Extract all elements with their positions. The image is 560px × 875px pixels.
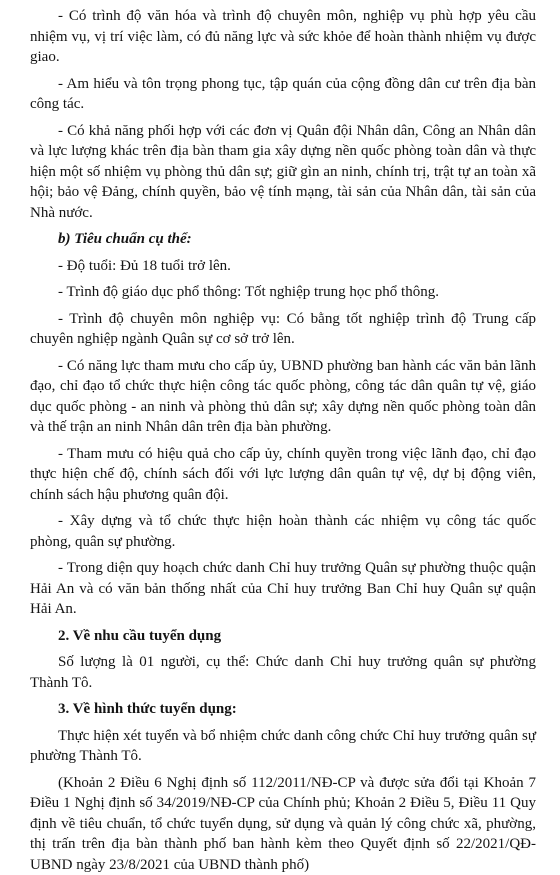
recruitment-form-text: Thực hiện xét tuyển và bổ nhiệm chức danh công chức Chỉ huy trưởng quân sự phường Thành Tô.	[30, 726, 536, 767]
specific-item: - Trong diện quy hoạch chức danh Chỉ huy trưởng Quân sự phường thuộc quận Hải An và có văn bản thống nhất của Chỉ huy trưởng Ban Chỉ huy Quân sự quận Hải An.	[30, 558, 536, 620]
specific-item: - Tham mưu có hiệu quả cho cấp ủy, chính quyền trong việc lãnh đạo, chỉ đạo thực hiện chế độ, chính sách đối với lực lượng dân quân tự vệ, dự bị động viên, chính sách hậu phương quân đội.	[30, 444, 536, 506]
specific-item: - Trình độ chuyên môn nghiệp vụ: Có bằng tốt nghiệp trình độ Trung cấp chuyên nghiệp ngành Quân sự cơ sở trở lên.	[30, 309, 536, 350]
section-heading-recruitment-form: 3. Về hình thức tuyển dụng:	[30, 699, 536, 720]
requirement-paragraph: - Am hiểu và tôn trọng phong tục, tập quán của cộng đồng dân cư trên địa bàn công tác.	[30, 74, 536, 115]
legal-reference-note: (Khoản 2 Điều 6 Nghị định số 112/2011/NĐ-CP và được sửa đổi tại Khoản 7 Điều 1 Nghị định số 34/2019/NĐ-CP của Chính phủ; Khoản 2 Điều 5, Điều 11 Quy định về tiêu chuẩn, tổ chức tuyển dụng, sử dụng và quản lý công chức xã, phường, thị trấn trên địa bàn thành phố ban hành kèm theo Quyết định số 22/2021/QĐ-UBND ngày 23/8/2021 của UBND thành phố)	[30, 773, 536, 875]
specific-standards-title: b) Tiêu chuẩn cụ thể:	[30, 229, 536, 250]
section-heading-recruitment-needs: 2. Về nhu cầu tuyển dụng	[30, 626, 536, 647]
specific-item: - Có năng lực tham mưu cho cấp ủy, UBND phường ban hành các văn bản lãnh đạo, chỉ đạo tổ chức thực hiện công tác quốc phòng, công tác dân quân tự vệ, giáo dục quốc phòng - an ninh và phòng thủ dân sự; xây dựng nền quốc phòng toàn dân và thế trận an ninh Nhân dân trên địa bàn phường.	[30, 356, 536, 438]
requirement-paragraph: - Có khả năng phối hợp với các đơn vị Quân đội Nhân dân, Công an Nhân dân và lực lượng khác trên địa bàn tham gia xây dựng nền quốc phòng toàn dân và thực hiện một số nhiệm vụ phòng thủ dân sự; giữ gìn an ninh, chính trị, trật tự an toàn xã hội; bảo vệ Đảng, chính quyền, bảo vệ tính mạng, tài sản của Nhân dân, tài sản của Nhà nước.	[30, 121, 536, 224]
requirement-paragraph: - Có trình độ văn hóa và trình độ chuyên môn, nghiệp vụ phù hợp yêu cầu nhiệm vụ, vị trí việc làm, có đủ năng lực và sức khỏe để hoàn thành nhiệm vụ được giao.	[30, 6, 536, 68]
specific-item: - Trình độ giáo dục phổ thông: Tốt nghiệp trung học phổ thông.	[30, 282, 536, 303]
specific-item: - Độ tuổi: Đủ 18 tuổi trở lên.	[30, 256, 536, 277]
recruitment-needs-text: Số lượng là 01 người, cụ thể: Chức danh Chỉ huy trưởng quân sự phường Thành Tô.	[30, 652, 536, 693]
specific-item: - Xây dựng và tổ chức thực hiện hoàn thành các nhiệm vụ công tác quốc phòng, quân sự phường.	[30, 511, 536, 552]
